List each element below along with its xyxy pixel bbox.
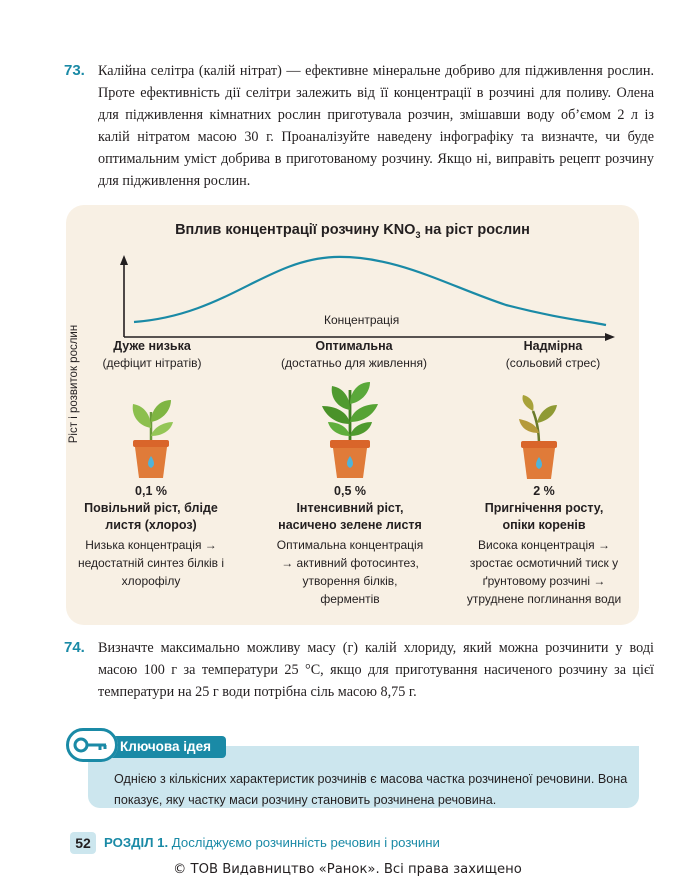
percent-excess: 2 %: [533, 484, 555, 498]
problem-text: Визначте максимально можливу масу (г) калій хлориду, який можна розчинити у воді масою 100 г за температури 25 °С, якщо для приготування насиченого розчину за цієї температури на 25 г води потрібна сіль масою 8,75 г.: [98, 640, 654, 700]
small-pale-plant-icon: [121, 390, 181, 480]
key-icon: [66, 728, 118, 762]
infographic-title: Вплив концентрації розчину $KNO_3$ на ріст рослин: [175, 222, 530, 240]
y-axis-label: Ріст і розвиток рослин: [68, 324, 80, 444]
problem-74: [64, 637, 654, 703]
copyright: © ТОВ Видавництво «Ранок». Всі права захищено: [173, 862, 522, 877]
x-axis-label: Концентрація: [324, 313, 400, 327]
column-header-low: Дуже низька (дефіцит нітратів): [102, 339, 202, 370]
column-excess: [449, 483, 639, 608]
column-low: [56, 483, 246, 590]
y-axis-arrow: [120, 255, 128, 265]
infographic: [66, 205, 639, 625]
problem-number: 73.: [64, 62, 85, 79]
problem-73: [64, 60, 654, 192]
problem-text: Калійна селітра (калій нітрат) — ефективне мінеральне добриво для підживлення рослин. Проте ефективність дії селітри залежить від її концентрації в розчині для поливу. Олена для підживлення кімнатних рослин приготувала розчин, змішавши воду об’ємом 2 л із калій нітратом масою 30 г. Проаналізуйте наведену інфографіку та визначте, чи буде оптимальним уміст добрива в приготованому розчину. Якщо ні, виправіть рецепт розчину для підживлення рослин.: [98, 63, 654, 189]
column-header-optimal: Оптимальна (достатньо для живлення): [281, 339, 427, 370]
column-header-excess: Надмірна (сольовий стрес): [505, 339, 601, 370]
key-idea-text: Однією з кількісних характеристик розчинів є масова частка розчиненої речовини. Вона показує, яку частку маси розчину становить розчинена речовина.: [114, 772, 628, 807]
percent-optimal: 0,5 %: [334, 484, 366, 498]
result-excess: Пригнічення росту, опіки коренів: [484, 501, 604, 532]
problem-number: 74.: [64, 639, 85, 656]
description-excess: Висока концентрація → зростає осмотичний тиск у ґрунтовому розчині → утруднене поглинання води: [466, 538, 622, 606]
result-low: Повільний ріст, бліде листя (хлороз): [84, 501, 218, 532]
key-idea-label: Ключова ідея: [108, 736, 226, 758]
page-number: 52: [70, 832, 96, 854]
lush-green-plant-icon: [318, 380, 382, 480]
chapter-title: РОЗДІЛ 1. Досліджуємо розчинність речовин і розчини: [104, 835, 440, 850]
percent-low: 0,1 %: [135, 484, 167, 498]
wilted-plant-icon: [511, 393, 567, 481]
result-optimal: Інтенсивний ріст, насичено зелене листя: [278, 501, 422, 532]
description-low: Низька концентрація → недостатній синтез білків і хлорофілу: [77, 538, 225, 588]
key-idea-box: [66, 732, 639, 808]
column-optimal: [255, 483, 445, 608]
description-optimal: Оптимальна концентрація → активний фотосинтез, утворення білків, ферментів: [276, 538, 424, 606]
